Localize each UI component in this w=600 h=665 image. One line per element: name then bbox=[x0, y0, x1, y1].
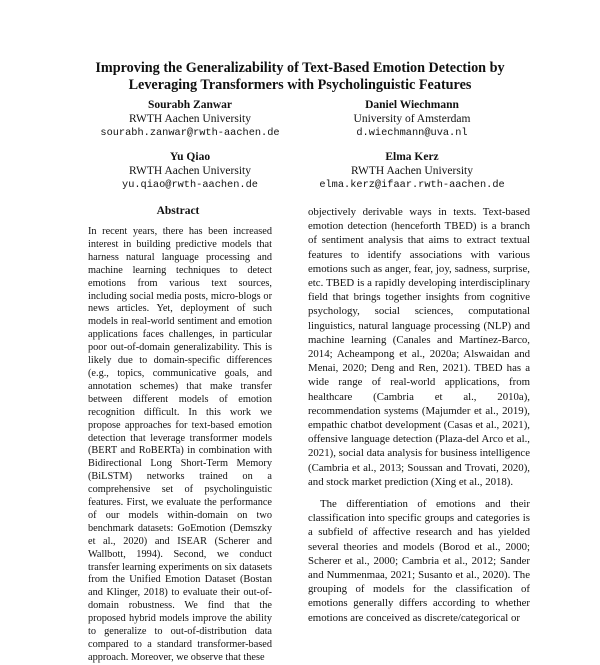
author-name: Yu Qiao bbox=[169, 151, 211, 163]
author-affiliation: RWTH Aachen University bbox=[128, 165, 251, 177]
abstract-column bbox=[88, 226, 272, 663]
author-name: Daniel Wiechmann bbox=[365, 99, 459, 111]
author-email[interactable]: d.wiechmann@uva.nl bbox=[356, 127, 468, 139]
abstract-heading: Abstract bbox=[156, 205, 200, 217]
abstract-text: In recent years, there has been increased interest in building predictive models that harness natural language processing and machine learning techniques to detect emotions from various text sources, including social media posts, micro-blogs or news articles. Yet, deployment of such models in real-world sentiment and emotion applications faces challenges, in particular poor out-of-domain generalizability. This is likely due to domain-specific differences (e.g., topics, communicative goals, and annotation schemes) that make transfer between different models of emotion recognition difficult. In this work we propose approaches for text-based emotion detection that leverage transformer models (BERT and RoBERTa) in combination with Bidirectional Long Short-Term Memory (BiLSTM) networks trained on a comprehensive set of psycholinguistic features. First, we evaluate the performance of our models within-domain on two benchmark datasets: GoEmotion (Demszky et al., 2020) and ISEAR (Scherer and Wallbott, 1994). Second, we conduct transfer learning experiments on six datasets from the Unified Emotion Dataset (Bostan and Klinger, 2018) to evaluate their out-of-domain robustness. We find that the proposed hybrid models improve the ability to generalize to out-of-distribution data compared to a standard transformer-based approach. Moreover, we observe that these bbox=[88, 226, 272, 663]
intro-paragraph: The differentiation of emotions and their classification into specific groups and categories is a subfield of affective research and has yielded several theories and models (Borod et al., 2000; Scherer et al., 2000; Cambria et al., 2012; Sander and Nummenmaa, 2021; Susanto et al., 2020). The grouping of models for the classification of emotions generally differs according to whether emotions are conceived as discrete/categorical or bbox=[308, 498, 530, 624]
paper-title: Improving the Generalizability of Text-Based Emotion Detection by Leveraging Transformers with Psycholinguistic Features bbox=[95, 60, 505, 93]
author-email[interactable]: yu.qiao@rwth-aachen.de bbox=[122, 179, 258, 191]
author-affiliation: RWTH Aachen University bbox=[128, 113, 251, 125]
author-block bbox=[302, 98, 522, 140]
intro-column bbox=[308, 205, 530, 624]
author-email[interactable]: elma.kerz@ifaar.rwth-aachen.de bbox=[319, 179, 505, 191]
author-block bbox=[302, 150, 522, 192]
author-block bbox=[80, 150, 300, 192]
intro-paragraph: objectively derivable ways in texts. Text-based emotion detection (henceforth TBED) is a branch of sentiment analysis that aims to extract textual features to identify associations with various emotions such as anger, fear, joy, sadness, surprise, etc. TBED is a rapidly developing interdisciplinary field that brings together insights from cognitive psychology, social sciences, computational linguistics, natural language processing (NLP) and machine learning (Canales and Martínez-Barco, 2014; Acheampong et al., 2020a; Alswaidan and Menai, 2020; Deng and Ren, 2021). TBED has a wide range of real-world applications, from healthcare (Cambria et al., 2010a), recommendation systems (Majumder et al., 2019), empathic chatbot development (Casas et al., 2021), offensive language detection (Plaza-del Arco et al., 2021), social data analysis for business intelligence (Cambria et al., 2013; Soussan and Trovati, 2020), and stock market prediction (Xing et al., 2018). bbox=[308, 206, 530, 488]
author-name: Sourabh Zanwar bbox=[147, 99, 233, 111]
author-email[interactable]: sourabh.zanwar@rwth-aachen.de bbox=[100, 127, 280, 139]
author-affiliation: University of Amsterdam bbox=[353, 113, 471, 125]
author-affiliation: RWTH Aachen University bbox=[350, 165, 473, 177]
author-name: Elma Kerz bbox=[385, 151, 439, 163]
author-block bbox=[80, 98, 300, 140]
